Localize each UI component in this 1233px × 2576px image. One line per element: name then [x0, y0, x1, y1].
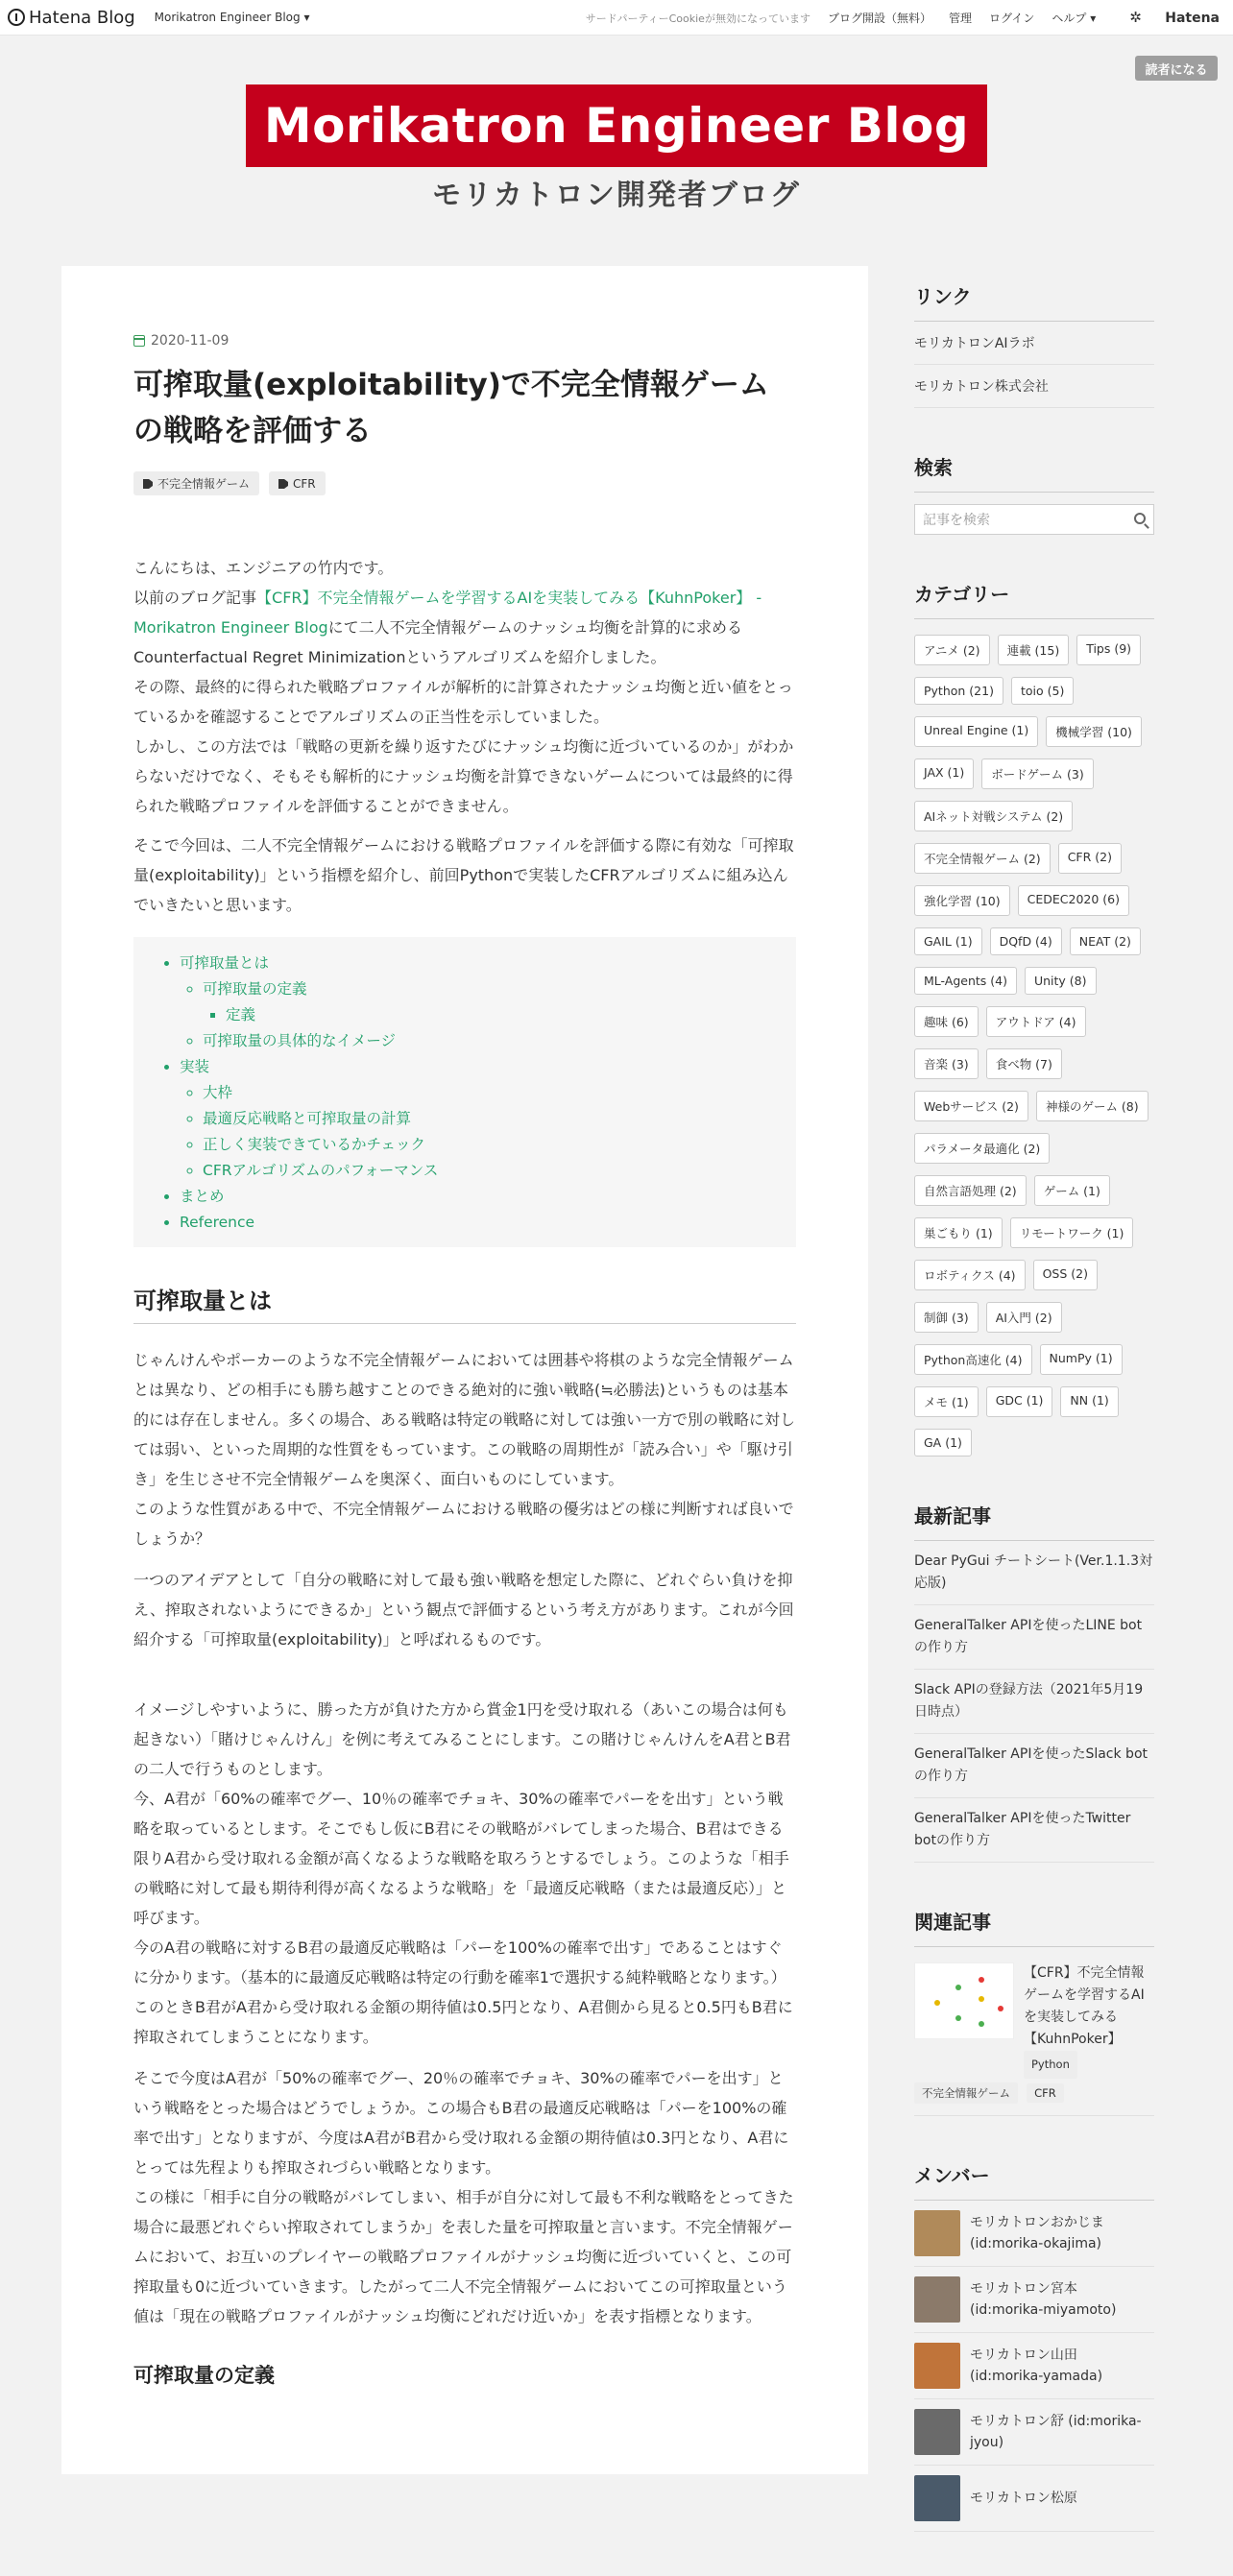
avatar[interactable] — [914, 2210, 960, 2256]
category-chip[interactable]: NumPy (1) — [1040, 1344, 1123, 1375]
recent-entry[interactable]: GeneralTalker APIを使ったLINE botの作り方 — [914, 1605, 1154, 1670]
category-chip[interactable]: OSS (2) — [1033, 1260, 1098, 1290]
sidebar-link[interactable]: モリカトロンAIラボ — [914, 322, 1154, 365]
paragraph: そこで今度はA君が「50%の確率でグー、20％の確率でチョキ、30%の確率でパーを出す」という戦略をとった場合はどうでしょうか。この場合もB君の最適反応戦略は「パーを100%の確率で出す」となりますが、今度はA君がB君から受け取れる金額の期待値は0.3円となり、A君にとっては先程よりも搾取されづらい戦略となります。 — [133, 2069, 789, 2177]
login-link[interactable]: ログイン — [988, 12, 1035, 25]
paragraph: 今のA君の戦略に対するB君の最適反応戦略は「パーを100%の確率で出す」であることはすぐに分かります。（基本的に最適反応戦略は特定の行動を確率1で選択する純粋戦略となります。）このときB君がA君から受け取れる金額の期待値は0.5円となり、A君側から見ると0.5円もB君に搾取されてしまうことになります。 — [133, 1938, 793, 2046]
paragraph: そこで今回は、二人不完全情報ゲームにおける戦略プロファイルを評価する際に有効な「可搾取量(exploitability)」という指標を紹介し、前回Pythonで実装したCFRアルゴリズムに組み込んでいきたいと思います。 — [133, 836, 794, 914]
links-title: リンク — [914, 281, 1154, 322]
category-chip[interactable]: 連載 (15) — [998, 635, 1070, 665]
member-row[interactable] — [914, 2466, 1154, 2532]
members-title: メンバー — [914, 2160, 1154, 2201]
thumbnail-node — [998, 2006, 1003, 2011]
intro-line: こんにちは、エンジニアの竹内です。 — [133, 559, 394, 577]
related-entry-title-text[interactable]: 【CFR】不完全情報ゲームを学習するAIを実装してみる【KuhnPoker】 — [1024, 1965, 1145, 2047]
recent-entries-module — [914, 1501, 1154, 1863]
category-chip[interactable]: ML-Agents (4) — [914, 967, 1017, 995]
toc-item[interactable]: 正しく実装できているかチェック — [203, 1136, 426, 1153]
hatena-blog-logo-text: Hatena Blog — [29, 7, 135, 28]
avatar[interactable] — [914, 2343, 960, 2389]
paragraph: この様に「相手に自分の戦略がバレてしまい、相手が自分に対して最も不利な戦略をとってきた場合に最悪どれぐらい搾取されてしまうか」を表した量を可搾取量と言います。不完全情報ゲームにおいて、お互いのプレイヤーの戦略プロファイルがナッシュ均衡に近づいていくと、この可搾取量も0に近づいていきます。したがって二人不完全情報ゲームにおいてこの可搾取量という値は「現在の戦略プロファイルがナッシュ均衡にどれだけ近いか」を表す指標となります。 — [133, 2188, 794, 2325]
recent-entry[interactable]: Dear PyGui チートシート(Ver.1.1.3対応版) — [914, 1541, 1154, 1605]
category-chip[interactable]: AIネット対戦システム (2) — [914, 801, 1073, 831]
sidebar-link[interactable]: モリカトロン株式会社 — [914, 365, 1154, 408]
related-tag[interactable]: CFR — [1027, 2083, 1064, 2103]
toc-item[interactable]: Reference — [180, 1214, 255, 1231]
category-chip[interactable]: ボードゲーム (3) — [981, 758, 1093, 789]
hatena-star-icon — [1130, 12, 1144, 25]
toc-item[interactable]: CFRアルゴリズムのパフォーマンス — [203, 1162, 439, 1179]
toc-item[interactable]: 最適反応戦略と可搾取量の計算 — [203, 1110, 412, 1127]
article-tag-label: 不完全情報ゲーム — [157, 477, 251, 491]
recent-entry[interactable]: Slack APIの登録方法（2021年5月19日時点） — [914, 1670, 1154, 1734]
toc-item[interactable]: 実装 — [180, 1058, 210, 1075]
member-row[interactable] — [914, 2333, 1154, 2399]
member-name[interactable]: モリカトロン舒 (id:morika-jyou) — [970, 2414, 1142, 2450]
member-list — [914, 2201, 1154, 2532]
thumbnail-node — [934, 2000, 940, 2006]
help-menu[interactable]: ヘルプ ▾ — [1052, 12, 1097, 25]
subscribe-button[interactable]: 読者になる — [1135, 56, 1218, 81]
category-chip[interactable]: JAX (1) — [914, 758, 974, 789]
subsection-heading: 可搾取量の定義 — [133, 2364, 275, 2387]
avatar[interactable] — [914, 2475, 960, 2521]
intro-line: しかし、この方法では「戦略の更新を繰り返すたびにナッシュ均衡に近づいているのか」がわからないだけでなく、そもそも解析的にナッシュ均衡を計算できないゲームについては最終的に得られた戦略プロファイルを評価することができません。 — [133, 737, 794, 815]
member-row[interactable] — [914, 2399, 1154, 2466]
category-chip[interactable]: GA (1) — [914, 1429, 972, 1457]
intro-line: その際、最終的に得られた戦略プロファイルが解析的に計算されたナッシュ均衡と近い値をとっているかを確認することでアルゴリズムの正当性を示していました。 — [133, 678, 793, 726]
category-chip[interactable]: 巣ごもり (1) — [914, 1217, 1003, 1248]
recent-title: 最新記事 — [914, 1501, 1154, 1541]
category-chip[interactable]: CFR (2) — [1058, 843, 1122, 874]
toc-item[interactable]: 可搾取量の定義 — [203, 980, 307, 998]
thumbnail-node — [979, 2021, 984, 2027]
member-name[interactable]: モリカトロン宮本 (id:morika-miyamoto) — [970, 2281, 1117, 2318]
cookie-notice: サードパーティーCookieが無効になっています — [585, 12, 810, 25]
category-chip[interactable]: Python (21) — [914, 677, 1003, 705]
hatena-blog-logo[interactable] — [8, 8, 135, 28]
category-chip[interactable]: ゲーム (1) — [1034, 1175, 1110, 1206]
tag-icon — [278, 479, 288, 489]
category-chip[interactable]: 機械学習 (10) — [1046, 716, 1142, 747]
related-entry[interactable] — [914, 1962, 1154, 2079]
related-entries-module — [914, 1907, 1154, 2116]
article-tags — [133, 471, 796, 495]
related-tag[interactable]: Python — [1024, 2051, 1077, 2079]
category-chip[interactable]: 強化学習 (10) — [914, 885, 1010, 916]
recent-entry[interactable]: GeneralTalker APIを使ったTwitter botの作り方 — [914, 1798, 1154, 1863]
related-entry-thumbnail[interactable] — [914, 1962, 1014, 2039]
paragraph: このような性質がある中で、不完全情報ゲームにおける戦略の優劣はどの様に判断すれば良いでしょうか？ — [133, 1500, 794, 1548]
related-entry-title — [1024, 1962, 1154, 2079]
hatena-blog-icon — [8, 9, 25, 26]
category-chip[interactable]: Unreal Engine (1) — [914, 716, 1038, 747]
category-chip[interactable]: メモ (1) — [914, 1386, 979, 1417]
category-chip[interactable]: GDC (1) — [986, 1386, 1053, 1417]
article-tag-label: CFR — [293, 476, 316, 491]
category-chip[interactable]: 音楽 (3) — [914, 1048, 979, 1079]
category-chip[interactable]: 食べ物 (7) — [986, 1048, 1062, 1079]
main-content — [61, 266, 868, 2474]
category-chip[interactable]: CEDEC2020 (6) — [1018, 885, 1129, 916]
intro-suffix: にて二人不完全情報ゲームのナッシュ均衡を計算的に求めるCounterfactual Regret Minimizationというアルゴリズムを紹介しました。 — [133, 618, 743, 666]
article — [133, 333, 796, 2389]
search-placeholder: 記事を検索 — [923, 513, 990, 528]
toc-item[interactable]: まとめ — [180, 1188, 225, 1205]
sidebar — [914, 281, 1154, 2576]
table-of-contents — [133, 937, 796, 1247]
category-chip[interactable]: Python高速化 (4) — [914, 1344, 1032, 1375]
top-bar — [0, 0, 1233, 36]
article-tag[interactable] — [269, 471, 326, 495]
category-chip[interactable]: アウトドア (4) — [986, 1006, 1086, 1037]
related-title: 関連記事 — [914, 1907, 1154, 1947]
category-chip[interactable]: Tips (9) — [1076, 635, 1141, 665]
toc-item[interactable]: 大枠 — [203, 1084, 233, 1101]
blog-name-menu[interactable]: Morikatron Engineer Blog ▾ — [154, 11, 310, 24]
article-date-text: 2020-11-09 — [151, 333, 230, 349]
member-name[interactable]: モリカトロン松原 — [970, 2491, 1077, 2506]
category-list — [914, 635, 1154, 1457]
member-name[interactable]: モリカトロン山田 (id:morika-yamada) — [970, 2347, 1103, 2384]
thumbnail-node — [955, 1985, 961, 1990]
blog-banner-title[interactable]: Morikatron Engineer Blog — [246, 84, 987, 167]
toc-item[interactable]: 可搾取量とは — [180, 954, 270, 972]
category-chip[interactable]: 神様のゲーム (8) — [1036, 1091, 1148, 1121]
category-chip[interactable]: ロボティクス (4) — [914, 1260, 1026, 1290]
open-blog-link[interactable]: ブログ開設（無料） — [827, 12, 931, 25]
member-row[interactable] — [914, 2201, 1154, 2267]
paragraph: じゃんけんやポーカーのような不完全情報ゲームにおいては囲碁や将棋のような完全情報ゲームとは異なり、どの相手にも勝ち越すことのできる絶対的に強い戦略(≒必勝法)というものは基本的には存在しません。多くの場合、ある戦略は特定の戦略に対しては強い一方で別の戦略に対しては弱い、といった周期的な性質をもっています。この戦略の周期性が「読み合い」や「駆け引き」を生じさせ不完全情報ゲームを奥深く、面白いものにしています。 — [133, 1351, 795, 1488]
category-chip[interactable]: 不完全情報ゲーム (2) — [914, 843, 1051, 874]
member-row[interactable] — [914, 2267, 1154, 2333]
links-module — [914, 281, 1154, 408]
category-chip[interactable]: パラメータ最適化 (2) — [914, 1133, 1050, 1164]
article-date[interactable] — [133, 333, 796, 349]
category-chip[interactable]: 趣味 (6) — [914, 1006, 979, 1037]
section-heading: 可搾取量とは — [133, 1282, 796, 1324]
toc-item[interactable]: 定義 — [226, 1006, 256, 1023]
category-chip[interactable]: Unity (8) — [1025, 967, 1097, 995]
intro-prefix: 以前のブログ記事 — [133, 589, 257, 607]
category-chip[interactable]: NN (1) — [1060, 1386, 1118, 1417]
search-module — [914, 452, 1154, 535]
avatar[interactable] — [914, 2409, 960, 2455]
previous-article-link[interactable]: 【CFR】不完全情報ゲームを学習するAIを実装してみる【KuhnPoker】 - Morikatron Engineer Blog — [133, 589, 762, 637]
search-title: 検索 — [914, 452, 1154, 493]
thumbnail-node — [979, 1977, 984, 1983]
admin-link[interactable]: 管理 — [948, 12, 972, 25]
article-title[interactable]: 可搾取量(exploitability)で不完全情報ゲームの戦略を評価する — [133, 368, 769, 448]
paragraph: 一つのアイデアとして「自分の戦略に対して最も強い戦略を想定した際に、どれぐらい負けを抑え、搾取されないようにできるか」という観点で評価するという考え方があります。これが今回紹介する「可搾取量(exploitability)」と呼ばれるものです。 — [133, 1571, 794, 1649]
thumbnail-node — [979, 1996, 984, 2002]
blog-banner-subtitle: モリカトロン開発者ブログ — [432, 179, 801, 212]
calendar-icon — [133, 335, 145, 347]
tag-icon — [143, 479, 153, 489]
hatena-link[interactable] — [1113, 11, 1220, 26]
category-chip[interactable]: アニメ (2) — [914, 635, 990, 665]
thumbnail-node — [955, 2015, 961, 2021]
category-module — [914, 579, 1154, 1457]
members-module — [914, 2160, 1154, 2532]
category-chip[interactable]: AI入門 (2) — [986, 1302, 1062, 1333]
category-chip[interactable]: toio (5) — [1011, 677, 1074, 705]
category-chip[interactable]: NEAT (2) — [1070, 927, 1141, 955]
hatena-link-label: Hatena — [1165, 10, 1220, 26]
category-chip[interactable]: 制御 (3) — [914, 1302, 979, 1333]
category-chip[interactable]: リモートワーク (1) — [1010, 1217, 1134, 1248]
category-chip[interactable]: Webサービス (2) — [914, 1091, 1028, 1121]
member-name[interactable]: モリカトロンおかじま (id:morika-okajima) — [970, 2215, 1104, 2251]
avatar[interactable] — [914, 2276, 960, 2323]
related-tags — [914, 2082, 1154, 2116]
recent-entry[interactable]: GeneralTalker APIを使ったSlack botの作り方 — [914, 1734, 1154, 1798]
toc-item[interactable]: 可搾取量の具体的なイメージ — [203, 1032, 397, 1049]
search-icon[interactable] — [1134, 513, 1146, 524]
paragraph: イメージしやすいように、勝った方が負けた方から賞金1円を受け取れる（あいこの場合は何も起きない）「賭けじゃんけん」を例に考えてみることにします。この賭けじゃんけんをA君とB君の二人で行うものとします。 — [133, 1700, 791, 1778]
category-chip[interactable]: 自然言語処理 (2) — [914, 1175, 1027, 1206]
category-chip[interactable]: GAIL (1) — [914, 927, 982, 955]
category-chip[interactable]: DQfD (4) — [990, 927, 1062, 955]
article-tag[interactable] — [133, 471, 259, 495]
related-tag[interactable]: 不完全情報ゲーム — [914, 2082, 1018, 2104]
paragraph: 今、A君が「60%の確率でグー、10％の確率でチョキ、30%の確率でパーをを出す」という戦略を取っているとします。そこでもし仮にB君にその戦略がバレてしまった場合、B君はできる限りA君から受け取れる金額が高くなるような戦略を取ろうとするでしょう。このような「相手の戦略に対して最も期待利得が高くなるような戦略」を「最適反応戦略（または最適反応）」と呼びます。 — [133, 1790, 789, 1927]
paragraph — [133, 553, 796, 821]
category-title: カテゴリー — [914, 579, 1154, 619]
search-input[interactable] — [914, 504, 1154, 535]
